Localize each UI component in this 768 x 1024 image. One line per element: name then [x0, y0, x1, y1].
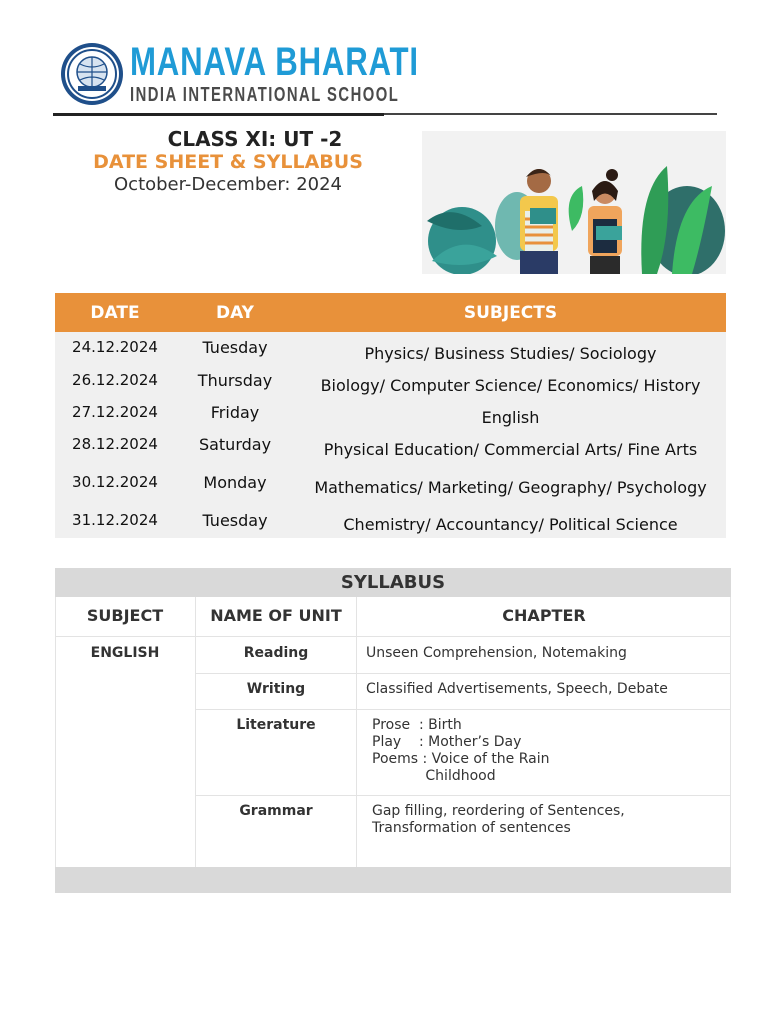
exam-date: 24.12.2024 [72, 338, 158, 356]
chapter-text: Classified Advertisements, Speech, Debate [366, 681, 668, 697]
exam-date: 30.12.2024 [72, 473, 158, 491]
term-period: October-December: 2024 [114, 174, 342, 195]
exam-date: 26.12.2024 [72, 371, 158, 389]
syllabus-footer-bar [55, 867, 731, 893]
exam-subjects: Physical Education/ Commercial Arts/ Fine Arts [323, 440, 698, 459]
date-sheet-body [55, 332, 726, 538]
exam-day: Monday [203, 473, 267, 492]
column-header-day: DAY [216, 302, 254, 323]
school-name: MANAVA BHARATI [130, 40, 419, 84]
exam-day: Thursday [197, 371, 273, 390]
column-header-chapter: CHAPTER [502, 606, 586, 625]
exam-day: Tuesday [202, 338, 268, 357]
subject-name: ENGLISH [90, 645, 160, 661]
chapter-text: Prose : Birth Play : Mother’s Day Poems : Voice of the Rain Childhood [372, 717, 550, 784]
column-header-subjects: SUBJECTS [463, 302, 558, 323]
column-header-date: DATE [90, 302, 140, 323]
table-row [55, 499, 726, 538]
unit-name: Reading [243, 645, 309, 661]
students-reading-illustration [422, 131, 726, 274]
page-title: CLASS XI: UT -2 [167, 127, 343, 151]
row-divider [55, 636, 731, 637]
chapter-text: Unseen Comprehension, Notemaking [366, 645, 627, 661]
table-row [55, 332, 726, 365]
header-divider-thin [384, 113, 717, 115]
exam-day: Saturday [198, 435, 272, 454]
exam-day: Friday [210, 403, 260, 422]
page-subtitle: DATE SHEET & SYLLABUS [93, 151, 363, 173]
table-row [55, 461, 726, 499]
school-subtitle: INDIA INTERNATIONAL SCHOOL [130, 84, 400, 106]
table-row [55, 429, 726, 461]
chapter-text: Gap filling, reordering of Sentences, Transformation of sentences [372, 803, 625, 836]
exam-subjects: English [481, 408, 540, 427]
exam-subjects: Mathematics/ Marketing/ Geography/ Psychology [314, 478, 707, 497]
syllabus-title: SYLLABUS [55, 568, 731, 597]
exam-date: 31.12.2024 [72, 511, 158, 529]
table-row [55, 397, 726, 429]
exam-subjects: Biology/ Computer Science/ Economics/ History [320, 376, 701, 395]
unit-name: Literature [236, 717, 316, 733]
exam-date: 27.12.2024 [72, 403, 158, 421]
column-divider [356, 597, 357, 867]
row-divider [196, 709, 731, 710]
row-divider [196, 795, 731, 796]
unit-name: Grammar [239, 803, 313, 819]
exam-subjects: Physics/ Business Studies/ Sociology [364, 344, 657, 363]
column-header-subject: SUBJECT [86, 606, 164, 625]
table-row [55, 365, 726, 397]
header-divider [53, 113, 384, 116]
column-header-unit: NAME OF UNIT [210, 606, 342, 625]
exam-date: 28.12.2024 [72, 435, 158, 453]
date-sheet-header [55, 293, 726, 332]
row-divider [196, 673, 731, 674]
exam-subjects: Chemistry/ Accountancy/ Political Science [343, 515, 678, 534]
unit-name: Writing [246, 681, 306, 697]
exam-day: Tuesday [202, 511, 268, 530]
date-sheet-table [55, 293, 726, 538]
school-logo-icon [60, 42, 124, 106]
